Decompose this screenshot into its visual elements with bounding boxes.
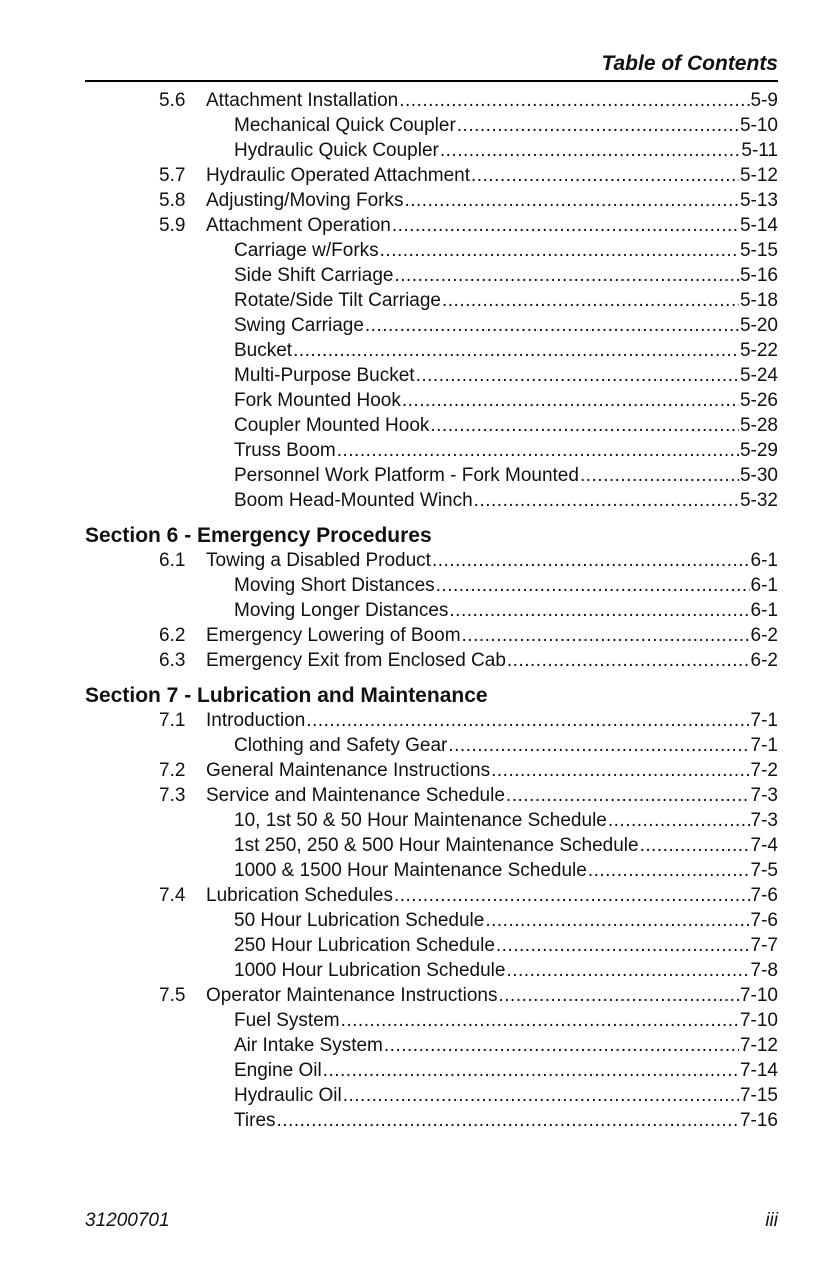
toc-entry-page: 7-1 — [750, 710, 778, 731]
toc-entry-label: Operator Maintenance Instructions — [206, 985, 498, 1006]
toc-entry-label: 50 Hour Lubrication Schedule — [234, 910, 485, 931]
toc-subentry[interactable] — [85, 313, 778, 338]
toc-entry-page: 5-20 — [739, 315, 778, 336]
section-heading: Section 6 - Emergency Procedures — [85, 524, 432, 547]
dot-leader — [506, 783, 750, 808]
toc-entry-page: 7-6 — [750, 910, 778, 931]
toc-subentry[interactable] — [85, 573, 778, 598]
toc-entry[interactable] — [85, 708, 778, 733]
toc-subentry[interactable] — [85, 1108, 778, 1133]
toc-entry-label: 250 Hour Lubrication Schedule — [234, 935, 495, 956]
toc-entry-page: 5-14 — [739, 215, 778, 236]
toc-entry-number: 7.5 — [159, 985, 186, 1006]
toc-entry-label: Hydraulic Quick Coupler — [234, 140, 439, 161]
toc-subentry[interactable] — [85, 1008, 778, 1033]
toc-subentry[interactable] — [85, 263, 778, 288]
toc-entry-number: 7.1 — [159, 710, 186, 731]
dot-leader — [341, 1008, 739, 1033]
toc-subentry[interactable] — [85, 388, 778, 413]
toc-entry[interactable] — [85, 88, 778, 113]
toc-entry-page: 5-29 — [739, 440, 778, 461]
toc-entry-label: Attachment Installation — [206, 90, 399, 111]
toc-subentry[interactable] — [85, 363, 778, 388]
toc-entry-label: Boom Head-Mounted Winch — [234, 490, 473, 511]
dot-leader — [394, 883, 750, 908]
dot-leader — [588, 858, 750, 883]
dot-leader — [485, 908, 749, 933]
toc-entry-label: Lubrication Schedules — [206, 885, 393, 906]
toc-subentry[interactable] — [85, 908, 778, 933]
toc-entry-page: 5-32 — [739, 490, 778, 511]
toc-entry-page: 5-10 — [739, 115, 778, 136]
toc-subentry[interactable] — [85, 1083, 778, 1108]
running-header-title: Table of Contents — [601, 52, 778, 75]
dot-leader — [608, 808, 750, 833]
toc-entry-label: Side Shift Carriage — [234, 265, 394, 286]
toc-entry-page: 7-7 — [750, 935, 778, 956]
toc-entry[interactable] — [85, 758, 778, 783]
toc-subentry[interactable] — [85, 463, 778, 488]
toc-entry[interactable] — [85, 983, 778, 1008]
toc-entry-page: 6-1 — [750, 600, 778, 621]
toc-subentry[interactable] — [85, 438, 778, 463]
toc-subentry[interactable] — [85, 288, 778, 313]
toc-entry-page: 5-22 — [739, 340, 778, 361]
toc-entry-number: 5.7 — [159, 165, 186, 186]
toc-entry-page: 5-26 — [739, 390, 778, 411]
toc-entry[interactable] — [85, 783, 778, 808]
toc-subentry[interactable] — [85, 338, 778, 363]
dot-leader — [457, 113, 739, 138]
dot-leader — [416, 363, 739, 388]
toc-entry-label: Swing Carriage — [234, 315, 364, 336]
toc-entry-label: Personnel Work Platform - Fork Mounted — [234, 465, 579, 486]
toc-entry-page: 7-14 — [739, 1060, 778, 1081]
toc-entry-page: 7-3 — [750, 810, 778, 831]
toc-subentry[interactable] — [85, 933, 778, 958]
toc-entry-label: 1000 Hour Lubrication Schedule — [234, 960, 506, 981]
toc-entry-page: 5-11 — [741, 140, 778, 161]
toc-entry-page: 5-18 — [739, 290, 778, 311]
toc-entry-label: Clothing and Safety Gear — [234, 735, 448, 756]
footer-page-number: iii — [765, 1210, 778, 1231]
dot-leader — [640, 833, 750, 858]
toc-entry-number: 5.8 — [159, 190, 186, 211]
toc-entry-page: 5-12 — [739, 165, 778, 186]
table-of-contents — [85, 88, 778, 1133]
toc-entry-page: 5-13 — [739, 190, 778, 211]
toc-entry-label: Multi-Purpose Bucket — [234, 365, 415, 386]
toc-subentry[interactable] — [85, 958, 778, 983]
dot-leader — [432, 548, 750, 573]
dot-leader — [337, 438, 739, 463]
toc-entry-label: Fork Mounted Hook — [234, 390, 401, 411]
toc-entry-label: Rotate/Side Tilt Carriage — [234, 290, 441, 311]
toc-entry-number: 7.2 — [159, 760, 186, 781]
toc-entry-label: Coupler Mounted Hook — [234, 415, 430, 436]
toc-entry-label: 1st 250, 250 & 500 Hour Maintenance Schedule — [234, 835, 639, 856]
toc-entry-number: 7.4 — [159, 885, 186, 906]
dot-leader — [440, 138, 741, 163]
dot-leader — [277, 1108, 739, 1133]
toc-entry-label: Engine Oil — [234, 1060, 322, 1081]
toc-subentry[interactable] — [85, 1058, 778, 1083]
toc-entry-number: 6.3 — [159, 650, 186, 671]
toc-entry-label: Introduction — [206, 710, 306, 731]
section-heading: Section 7 - Lubrication and Maintenance — [85, 684, 488, 707]
toc-subentry[interactable] — [85, 138, 778, 163]
toc-entry[interactable] — [85, 648, 778, 673]
dot-leader — [580, 463, 739, 488]
dot-leader — [462, 623, 750, 648]
toc-subentry[interactable] — [85, 808, 778, 833]
toc-entry-label: Adjusting/Moving Forks — [206, 190, 404, 211]
toc-entry[interactable] — [85, 883, 778, 908]
toc-entry-page: 5-16 — [739, 265, 778, 286]
toc-entry-label: Air Intake System — [234, 1035, 383, 1056]
toc-entry-page: 5-9 — [750, 90, 778, 111]
toc-entry-page: 7-8 — [750, 960, 778, 981]
toc-entry-label: Emergency Exit from Enclosed Cab — [206, 650, 506, 671]
header-rule — [85, 80, 778, 82]
toc-entry-label: Carriage w/Forks — [234, 240, 379, 261]
toc-entry-page: 7-2 — [750, 760, 778, 781]
toc-subentry[interactable] — [85, 113, 778, 138]
dot-leader — [474, 488, 739, 513]
dot-leader — [449, 598, 749, 623]
toc-entry-page: 6-2 — [750, 625, 778, 646]
toc-entry-page: 7-1 — [750, 735, 778, 756]
toc-entry-label: Bucket — [234, 340, 293, 361]
toc-entry-page: 7-10 — [739, 985, 778, 1006]
toc-entry-label: General Maintenance Instructions — [206, 760, 491, 781]
toc-subentry[interactable] — [85, 238, 778, 263]
dot-leader — [499, 983, 739, 1008]
toc-entry-label: Moving Longer Distances — [234, 600, 449, 621]
footer-doc-number: 31200701 — [85, 1210, 170, 1231]
toc-entry-page: 5-15 — [739, 240, 778, 261]
toc-entry-label: Attachment Operation — [206, 215, 391, 236]
dot-leader — [496, 933, 750, 958]
toc-entry-page: 5-28 — [739, 415, 778, 436]
toc-subentry[interactable] — [85, 413, 778, 438]
toc-subentry[interactable] — [85, 733, 778, 758]
dot-leader — [442, 288, 739, 313]
toc-entry-number: 5.9 — [159, 215, 186, 236]
toc-entry[interactable] — [85, 163, 778, 188]
toc-entry-page: 6-1 — [750, 575, 778, 596]
toc-entry-label: 1000 & 1500 Hour Maintenance Schedule — [234, 860, 587, 881]
toc-entry-label: Moving Short Distances — [234, 575, 435, 596]
toc-entry-page: 6-2 — [750, 650, 778, 671]
toc-subentry[interactable] — [85, 833, 778, 858]
dot-leader — [343, 1083, 739, 1108]
toc-entry-label: Truss Boom — [234, 440, 336, 461]
dot-leader — [394, 263, 739, 288]
toc-entry-page: 7-12 — [739, 1035, 778, 1056]
dot-leader — [399, 88, 749, 113]
dot-leader — [323, 1058, 739, 1083]
dot-leader — [404, 188, 739, 213]
dot-leader — [293, 338, 739, 363]
toc-entry-number: 5.6 — [159, 90, 186, 111]
toc-entry-page: 7-10 — [739, 1010, 778, 1031]
toc-entry-label: Emergency Lowering of Boom — [206, 625, 461, 646]
dot-leader — [306, 708, 749, 733]
toc-entry-page: 5-30 — [739, 465, 778, 486]
toc-entry[interactable] — [85, 213, 778, 238]
toc-subentry[interactable] — [85, 1033, 778, 1058]
dot-leader — [365, 313, 739, 338]
toc-entry-label: Towing a Disabled Product — [206, 550, 431, 571]
toc-entry[interactable] — [85, 623, 778, 648]
toc-entry-label: Hydraulic Oil — [234, 1085, 342, 1106]
dot-leader — [402, 388, 739, 413]
toc-entry-page: 7-3 — [750, 785, 778, 806]
dot-leader — [491, 758, 749, 783]
dot-leader — [384, 1033, 739, 1058]
toc-entry-label: 10, 1st 50 & 50 Hour Maintenance Schedule — [234, 810, 607, 831]
toc-entry-label: Service and Maintenance Schedule — [206, 785, 505, 806]
toc-entry-label: Fuel System — [234, 1010, 340, 1031]
dot-leader — [506, 958, 749, 983]
dot-leader — [392, 213, 739, 238]
toc-entry-label: Hydraulic Operated Attachment — [206, 165, 471, 186]
dot-leader — [380, 238, 739, 263]
toc-entry-page: 7-16 — [739, 1110, 778, 1131]
toc-entry-page: 7-4 — [750, 835, 778, 856]
toc-entry-page: 7-5 — [750, 860, 778, 881]
toc-entry-page: 7-6 — [750, 885, 778, 906]
toc-entry-page: 7-15 — [739, 1085, 778, 1106]
toc-entry-number: 7.3 — [159, 785, 186, 806]
toc-entry[interactable] — [85, 548, 778, 573]
toc-entry[interactable] — [85, 188, 778, 213]
toc-subentry[interactable] — [85, 488, 778, 513]
dot-leader — [471, 163, 739, 188]
toc-entry-number: 6.2 — [159, 625, 186, 646]
toc-entry-number: 6.1 — [159, 550, 186, 571]
toc-subentry[interactable] — [85, 598, 778, 623]
dot-leader — [448, 733, 749, 758]
dot-leader — [507, 648, 750, 673]
toc-entry-page: 6-1 — [750, 550, 778, 571]
toc-entry-label: Tires — [234, 1110, 276, 1131]
dot-leader — [430, 413, 739, 438]
toc-entry-label: Mechanical Quick Coupler — [234, 115, 456, 136]
dot-leader — [436, 573, 750, 598]
toc-entry-page: 5-24 — [739, 365, 778, 386]
toc-subentry[interactable] — [85, 858, 778, 883]
